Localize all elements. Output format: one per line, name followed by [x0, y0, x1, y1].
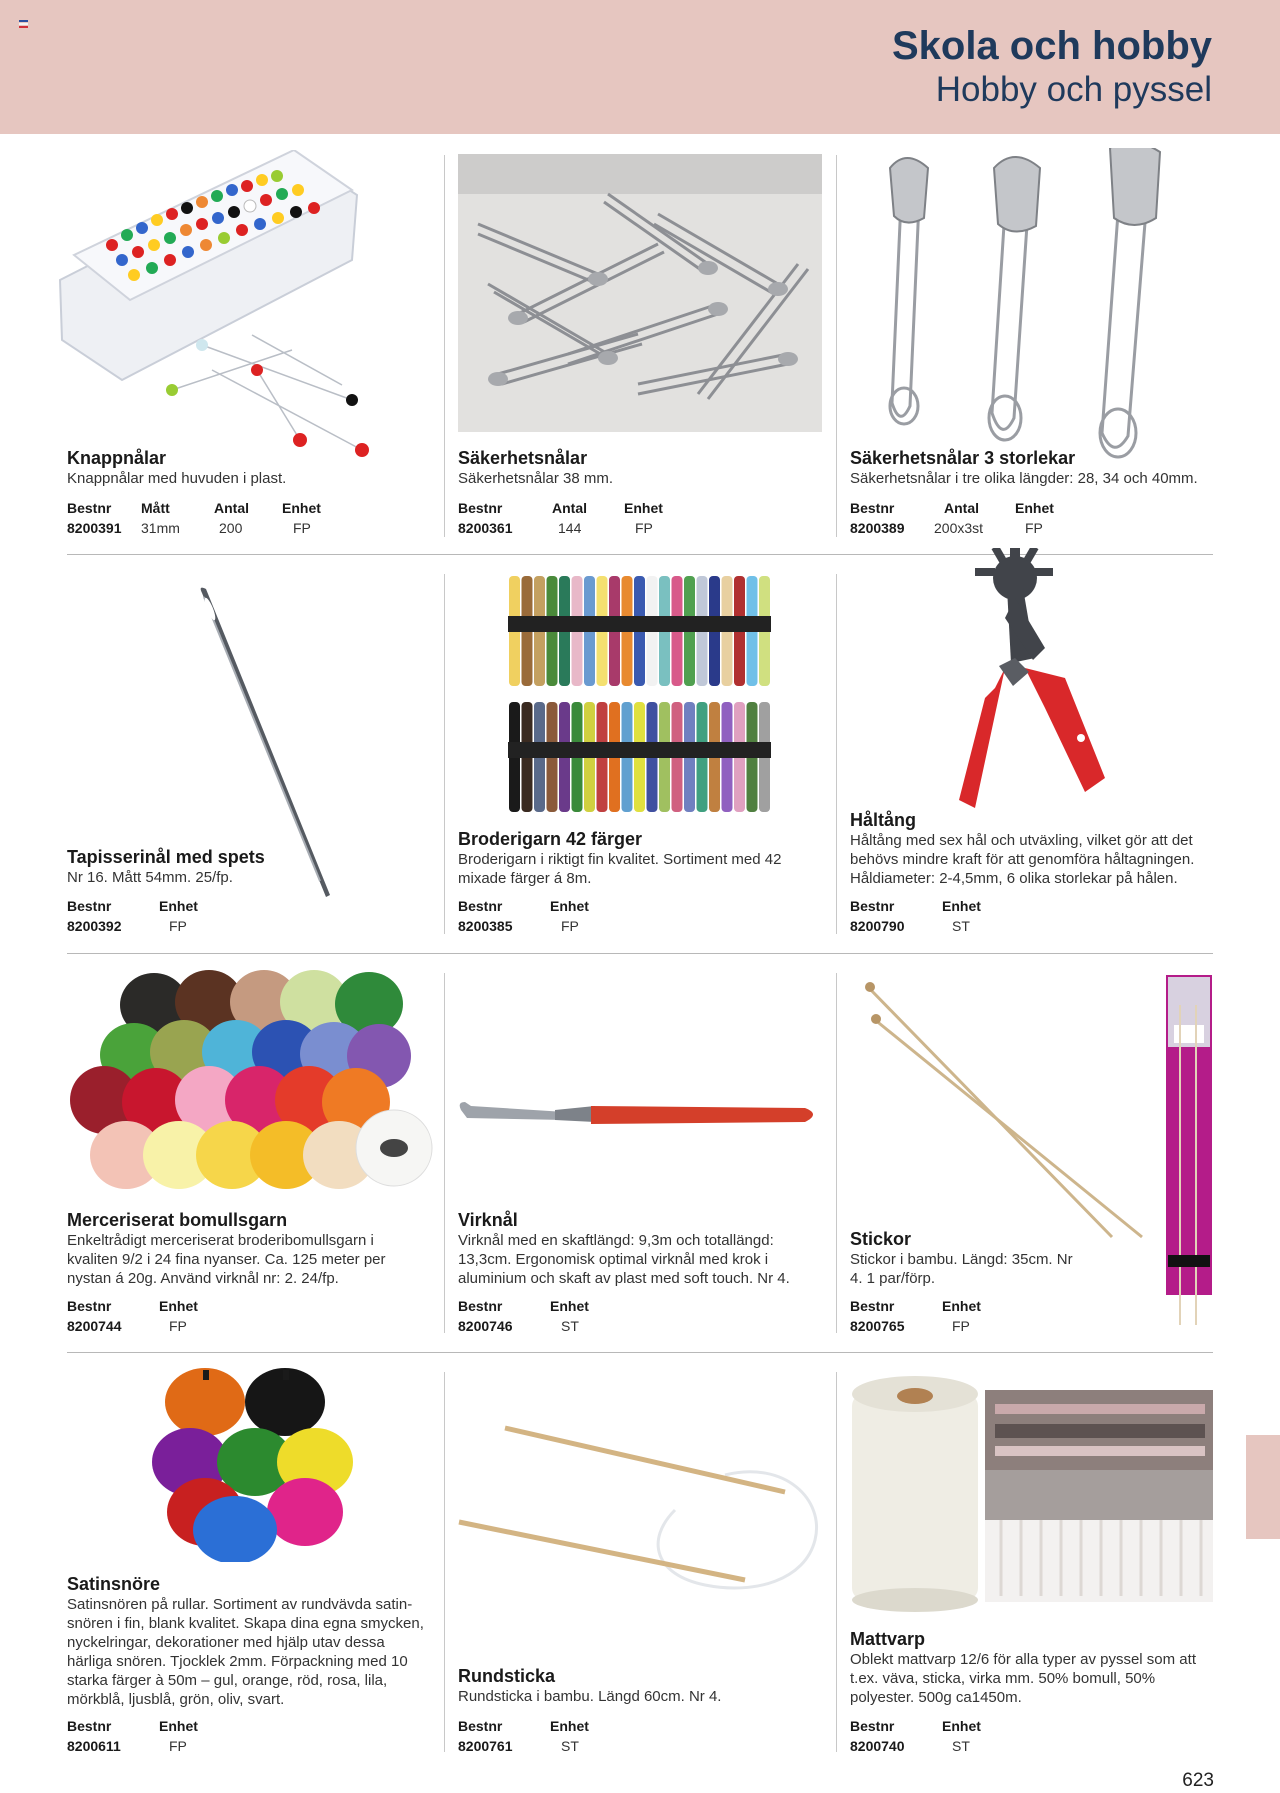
column-divider	[444, 973, 445, 1333]
column-divider	[836, 574, 837, 934]
spec-header: Enhet	[159, 1298, 198, 1314]
column-divider	[444, 155, 445, 537]
spec-header: Enhet	[550, 898, 589, 914]
spec-value: 8200746	[458, 1318, 513, 1334]
spec-header: Enhet	[159, 1718, 198, 1734]
spec-table	[458, 1718, 818, 1760]
spec-value: FP	[952, 1318, 970, 1334]
spec-header: Enhet	[550, 1718, 589, 1734]
spec-table	[850, 1298, 1150, 1340]
column-divider	[836, 1372, 837, 1752]
spec-table	[850, 1718, 1210, 1760]
product-description: Broderigarn i riktigt fin kvalitet. Sortiment med 42 mixade färger á 8m.	[458, 851, 782, 887]
spec-header: Enhet	[942, 898, 981, 914]
product-description: Nr 16. Mått 54mm. 25/fp.	[67, 869, 233, 886]
spec-value: 8200391	[67, 520, 122, 536]
product-description: Säkerhetsnålar i tre olika längder: 28, 34 och 40mm.	[850, 470, 1198, 487]
spec-value: 8200765	[850, 1318, 905, 1334]
spec-table	[458, 898, 818, 940]
spec-value: 8200744	[67, 1318, 122, 1334]
product-title: Säkerhetsnålar 3 storlekar	[850, 448, 1076, 468]
product-image-safety-pins	[458, 154, 822, 432]
spec-header: Bestnr	[458, 1718, 503, 1734]
spec-header: Enhet	[282, 500, 321, 516]
spec-table	[850, 898, 1210, 940]
column-divider	[444, 574, 445, 934]
spec-value: 8200389	[850, 520, 905, 536]
spec-header: Bestnr	[67, 500, 112, 516]
spec-value: ST	[952, 918, 970, 934]
product-title: Virknål	[458, 1210, 518, 1230]
spec-header: Enhet	[1015, 500, 1054, 516]
spec-header: Mått	[141, 500, 170, 516]
spec-value: 200x3st	[934, 520, 984, 536]
spec-header: Bestnr	[850, 898, 895, 914]
spec-value: 8200790	[850, 918, 905, 934]
product-title: Knappnålar	[67, 448, 167, 468]
spec-value: 8200740	[850, 1738, 905, 1754]
spec-value: ST	[561, 1738, 579, 1754]
spec-header: Bestnr	[458, 500, 503, 516]
product-image-pins	[52, 150, 424, 480]
product-title: Merceriserat bomullsgarn	[67, 1210, 288, 1230]
spec-value: FP	[1025, 520, 1043, 536]
product-image-embroidery-floss	[505, 572, 773, 820]
flag-icon	[19, 20, 28, 27]
product-description: Stickor i bambu. Längd: 35cm. Nr 4. 1 par/förp.	[850, 1251, 1073, 1287]
spec-header: Antal	[552, 500, 587, 516]
product-title: Stickor	[850, 1229, 912, 1249]
spec-value: FP	[561, 918, 579, 934]
spec-value: ST	[561, 1318, 579, 1334]
row-divider	[67, 953, 1213, 954]
product-description: Håltång med sex hål och utväxling, vilket gör att det behövs mindre kraft för att genomföra håltagningen. Håldiameter: 2-4,5mm, 6 olika storlekar på hålen.	[850, 832, 1195, 887]
product-description: Satinsnören på rullar. Sortiment av rundvävda satinsnören i fin, blank kvalitet. Skapa dina egna smycken, nyckelringar, dekorationer med hjälp utav dessa härliga snören. Tjocklek 2mm. Förpackning med 10 starka färger à 50m – gul, orange, röd, rosa, lila, mörkblå, ljusblå, grön, oliv, svart.	[67, 1596, 424, 1708]
spec-value: 144	[558, 520, 582, 536]
spec-header: Bestnr	[67, 1718, 112, 1734]
product-image-circular-needle	[455, 1420, 825, 1590]
product-description: Säkerhetsnålar 38 mm.	[458, 470, 614, 487]
product-title: Mattvarp	[850, 1629, 926, 1649]
spec-value: FP	[293, 520, 311, 536]
page-number: 623	[1182, 1770, 1214, 1791]
page-subtitle: Hobby och pyssel	[935, 70, 1212, 109]
spec-value: 31mm	[141, 520, 180, 536]
section-tab	[1246, 1435, 1280, 1539]
header-band	[0, 0, 1280, 134]
spec-header: Enhet	[942, 1298, 981, 1314]
product-title: Rundsticka	[458, 1666, 556, 1686]
spec-value: FP	[169, 1738, 187, 1754]
spec-header: Bestnr	[850, 1298, 895, 1314]
spec-table	[458, 500, 818, 542]
spec-header: Antal	[214, 500, 249, 516]
column-divider	[444, 1372, 445, 1752]
spec-value: 8200611	[67, 1738, 121, 1754]
product-image-hole-punch-pliers	[955, 548, 1115, 820]
spec-header: Bestnr	[458, 898, 503, 914]
spec-header: Bestnr	[850, 1718, 895, 1734]
spec-header: Enhet	[624, 500, 663, 516]
column-divider	[836, 155, 837, 537]
spec-table	[67, 898, 427, 940]
column-divider	[836, 973, 837, 1333]
product-description: Virknål med en skaftlängd: 9,3m och totallängd: 13,3cm. Ergonomisk optimal virknål med krok i aluminium och skaft av plast med soft touch. Nr 4.	[458, 1232, 790, 1287]
spec-value: 8200392	[67, 918, 122, 934]
product-image-cotton-yarn	[64, 970, 434, 1192]
product-image-satin-cord	[145, 1362, 365, 1562]
spec-value: 8200361	[458, 520, 513, 536]
spec-value: FP	[169, 1318, 187, 1334]
product-image-warp-yarn-spool	[850, 1372, 980, 1612]
product-title: Säkerhetsnålar	[458, 448, 588, 468]
spec-header: Bestnr	[67, 898, 112, 914]
spec-header: Bestnr	[67, 1298, 112, 1314]
product-description: Enkeltrådigt merceriserat broderibomullsgarn i kvaliten 9/2 i 24 fina nyanser. Ca. 125 meter per nystan á 20g. Använd virknål nr: 2. 24/fp.	[67, 1232, 386, 1287]
spec-header: Bestnr	[458, 1298, 503, 1314]
spec-value: FP	[169, 918, 187, 934]
product-image-safety-pins-3-sizes	[862, 148, 1202, 460]
spec-table	[458, 1298, 818, 1340]
spec-value: ST	[952, 1738, 970, 1754]
product-description: Oblekt mattvarp 12/6 för alla typer av pyssel som att t.ex. väva, sticka, virka mm. 50% bomull, 50% polyester. 500g ca1450m.	[850, 1651, 1196, 1706]
spec-table	[67, 1298, 427, 1340]
row-divider	[67, 1352, 1213, 1353]
spec-value: 200	[219, 520, 243, 536]
spec-value: FP	[635, 520, 653, 536]
page-title: Skola och hobby	[891, 24, 1212, 68]
product-image-crochet-hook	[455, 1090, 825, 1140]
spec-value: 8200761	[458, 1738, 513, 1754]
spec-header: Bestnr	[850, 500, 895, 516]
product-image-woven-sample	[985, 1390, 1213, 1602]
spec-table	[67, 500, 427, 542]
spec-table	[67, 1718, 427, 1760]
product-title: Satinsnöre	[67, 1574, 161, 1594]
spec-header: Antal	[944, 500, 979, 516]
spec-header: Enhet	[550, 1298, 589, 1314]
spec-header: Enhet	[942, 1718, 981, 1734]
product-title: Tapisserinål med spets	[67, 847, 265, 867]
product-title: Håltång	[850, 810, 917, 830]
spec-header: Enhet	[159, 898, 198, 914]
product-title: Broderigarn 42 färger	[458, 829, 643, 849]
product-description: Rundsticka i bambu. Längd 60cm. Nr 4.	[458, 1688, 722, 1705]
product-description: Knappnålar med huvuden i plast.	[67, 470, 287, 487]
spec-value: 8200385	[458, 918, 513, 934]
spec-table	[850, 500, 1210, 542]
